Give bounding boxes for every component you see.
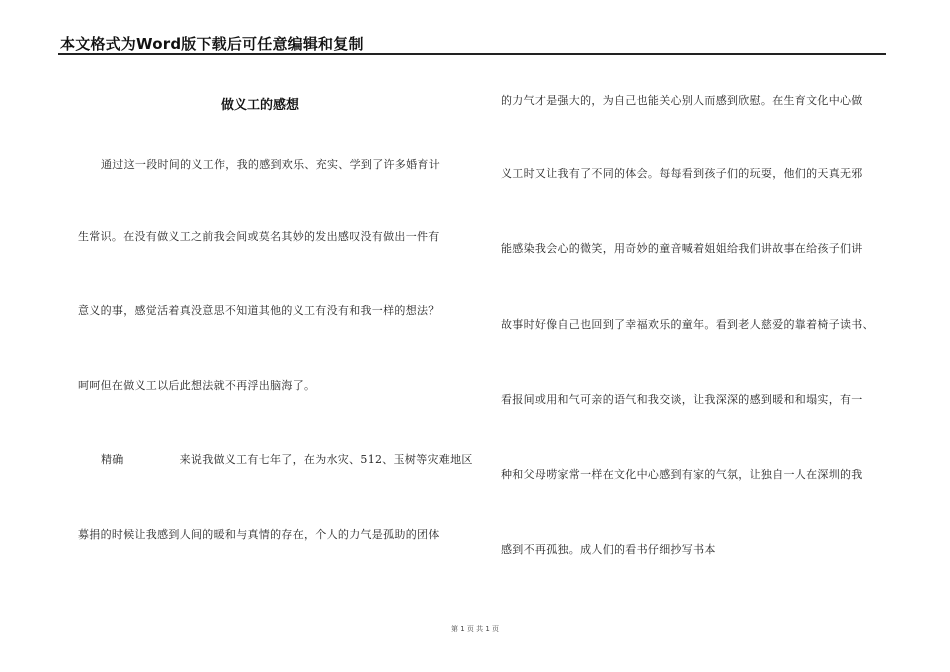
right-line-6: 种和父母唠家常一样在文化中心感到有家的气氛，让独自一人在深圳的我 (501, 468, 863, 481)
left-line-3: 意义的事，感觉活着真没意思不知道其他的义工有没有和我一样的想法？ (78, 304, 440, 317)
page-title: 做义工的感想 (220, 98, 299, 113)
left-line-5-text: 来说我做义工有七年了，在为水灾、512、玉树等灾难地区 (179, 453, 473, 466)
right-line-3: 能感染我会心的微笑，用奇妙的童音喊着姐姐给我们讲故事在给孩子们讲 (501, 242, 863, 255)
left-line-5 (101, 453, 473, 467)
right-line-5: 看报间或用和气可亲的语气和我交谈，让我深深的感到暖和和塌实，有一 (501, 393, 863, 406)
left-line-4: 呵呵但在做义工以后此想法就不再浮出脑海了。 (78, 379, 316, 392)
left-line-2: 生常识。在没有做义工之前我会间或莫名其妙的发出感叹没有做出一件有 (78, 230, 440, 243)
page-number: 第 1 页 共 1 页 (450, 625, 500, 633)
left-line-1: 通过这一段时间的义工作，我的感到欢乐、充实、学到了许多婚育计 (101, 158, 440, 171)
right-line-4: 故事时好像自己也回到了幸福欢乐的童年。看到老人慈爱的靠着椅子读书、 (501, 318, 874, 331)
right-line-2: 义工时又让我有了不同的体会。每每看到孩子们的玩耍，他们的天真无邪 (501, 167, 863, 180)
document-header: 本文格式为Word版下载后可任意编辑和复制 (60, 35, 364, 53)
right-line-7: 感到不再孤独。成人们的看书仔细抄写书本 (501, 543, 716, 556)
left-line-5-prefix: 精确 (101, 453, 124, 466)
header-divider (58, 53, 886, 55)
right-line-1: 的力气才是强大的，为自己也能关心别人而感到欣慰。在生育文化中心做 (501, 94, 863, 107)
left-line-6: 募捐的时候让我感到人间的暖和与真情的存在，个人的力气是孤助的团体 (78, 528, 440, 541)
